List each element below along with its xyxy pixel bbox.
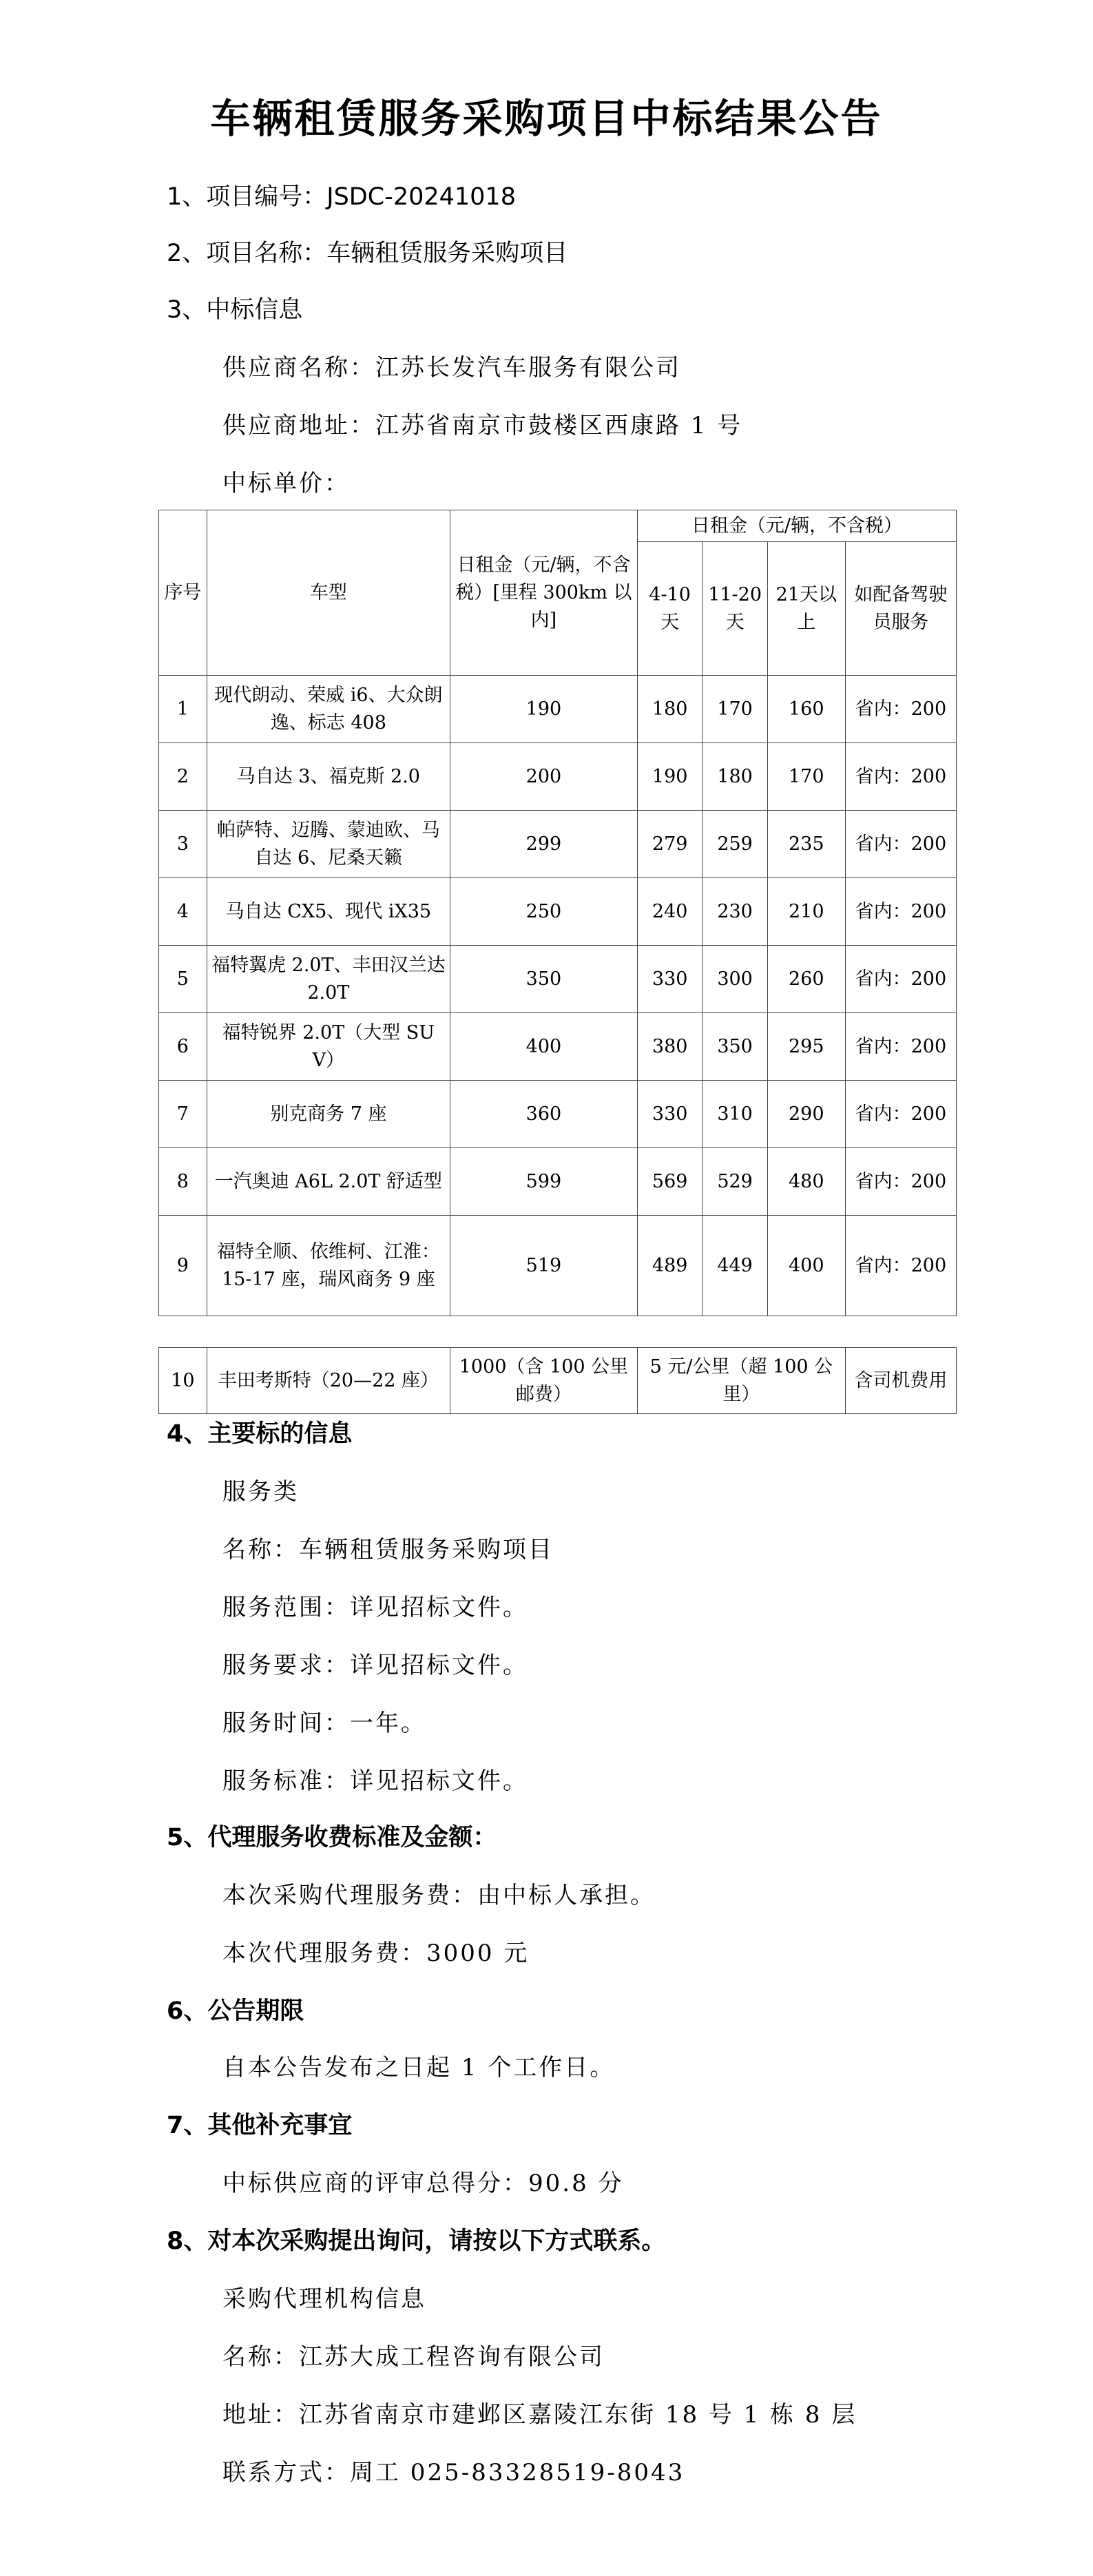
cell-21-plus: 290 bbox=[767, 1081, 845, 1148]
section-contact-heading: 8、对本次采购提出询问，请按以下方式联系。 bbox=[167, 2227, 666, 2255]
cell-21-plus: 260 bbox=[767, 946, 845, 1013]
cell-11-20: 170 bbox=[702, 676, 767, 743]
cell-model: 福特锐界 2.0T（大型 SUV） bbox=[207, 1013, 450, 1081]
cell-4-10: 180 bbox=[637, 676, 702, 743]
cell-21-plus: 480 bbox=[767, 1148, 845, 1216]
cell-daily: 1000（含 100 公里邮费） bbox=[450, 1348, 637, 1414]
cell-no: 7 bbox=[159, 1081, 207, 1148]
cell-model: 马自达 3、福克斯 2.0 bbox=[207, 743, 450, 811]
cell-4-10: 489 bbox=[637, 1216, 702, 1316]
service-scope: 服务范围：详见招标文件。 bbox=[222, 1594, 528, 1621]
cell-model: 丰田考斯特（20—22 座） bbox=[207, 1348, 450, 1414]
cell-driver: 省内：200 bbox=[845, 1216, 956, 1316]
cell-4-10: 279 bbox=[637, 811, 702, 878]
table-row bbox=[159, 743, 957, 811]
page-title: 车辆租赁服务采购项目中标结果公告 bbox=[210, 95, 883, 142]
section-main-subject-heading: 4、主要标的信息 bbox=[167, 1420, 353, 1448]
cell-driver: 省内：200 bbox=[845, 1081, 956, 1148]
cell-21-plus: 295 bbox=[767, 1013, 845, 1081]
price-table bbox=[158, 510, 957, 1316]
cell-driver: 含司机费用 bbox=[845, 1348, 956, 1414]
cell-11-20: 350 bbox=[702, 1013, 767, 1081]
cell-no: 3 bbox=[159, 811, 207, 878]
cell-11-20: 230 bbox=[702, 878, 767, 946]
cell-21-plus: 170 bbox=[767, 743, 845, 811]
unit-price-label: 中标单价： bbox=[222, 470, 350, 497]
header-daily-rent: 日租金（元/辆，不含税）[里程 300km 以内] bbox=[450, 510, 637, 676]
agency-info-label: 采购代理机构信息 bbox=[222, 2285, 426, 2313]
section-other-matters-heading: 7、其他补充事宜 bbox=[167, 2112, 353, 2139]
service-standard: 服务标准：详见招标文件。 bbox=[222, 1767, 528, 1795]
table-row bbox=[159, 1348, 957, 1414]
notice-period-text: 自本公告发布之日起 1 个工作日。 bbox=[222, 2054, 616, 2081]
header-daily-rent-group: 日租金（元/辆，不含税） bbox=[637, 510, 956, 542]
service-requirement: 服务要求：详见招标文件。 bbox=[222, 1652, 528, 1679]
cell-model: 福特全顺、依维柯、江淮：15-17 座，瑞风商务 9 座 bbox=[207, 1216, 450, 1316]
cell-daily: 299 bbox=[450, 811, 637, 878]
cell-model: 马自达 CX5、现代 iX35 bbox=[207, 878, 450, 946]
cell-per-km: 5 元/公里（超 100 公里） bbox=[637, 1348, 845, 1414]
cell-11-20: 180 bbox=[702, 743, 767, 811]
subject-name: 名称：车辆租赁服务采购项目 bbox=[222, 1536, 554, 1564]
cell-driver: 省内：200 bbox=[845, 1148, 956, 1216]
table-row bbox=[159, 878, 957, 946]
cell-no: 8 bbox=[159, 1148, 207, 1216]
agency-contact: 联系方式：周工 025-83328519-8043 bbox=[222, 2459, 685, 2486]
header-4-10-days: 4-10天 bbox=[637, 542, 702, 676]
cell-driver: 省内：200 bbox=[845, 1013, 956, 1081]
agency-fee-bearer: 本次采购代理服务费：由中标人承担。 bbox=[222, 1882, 656, 1909]
cell-21-plus: 210 bbox=[767, 878, 845, 946]
cell-daily: 400 bbox=[450, 1013, 637, 1081]
cell-11-20: 259 bbox=[702, 811, 767, 878]
section-agency-fee-heading: 5、代理服务收费标准及金额： bbox=[167, 1824, 497, 1851]
cell-daily: 250 bbox=[450, 878, 637, 946]
cell-no: 9 bbox=[159, 1216, 207, 1316]
table-row bbox=[159, 811, 957, 878]
cell-4-10: 569 bbox=[637, 1148, 702, 1216]
header-21-days-plus: 21天以上 bbox=[767, 542, 845, 676]
service-time: 服务时间：一年。 bbox=[222, 1710, 426, 1737]
cell-model: 福特翼虎 2.0T、丰田汉兰达 2.0T bbox=[207, 946, 450, 1013]
cell-model: 帕萨特、迈腾、蒙迪欧、马自达 6、尼桑天籁 bbox=[207, 811, 450, 878]
table-row bbox=[159, 1081, 957, 1148]
cell-11-20: 449 bbox=[702, 1216, 767, 1316]
cell-21-plus: 400 bbox=[767, 1216, 845, 1316]
header-no: 序号 bbox=[159, 510, 207, 676]
table-row bbox=[159, 1013, 957, 1081]
agency-fee-amount: 本次代理服务费：3000 元 bbox=[222, 1940, 530, 1967]
header-11-20-days: 11-20天 bbox=[702, 542, 767, 676]
table-row bbox=[159, 1148, 957, 1216]
cell-no: 6 bbox=[159, 1013, 207, 1081]
supplier-name: 供应商名称：江苏长发汽车服务有限公司 bbox=[222, 354, 681, 382]
project-number: 1、项目编号：JSDC-20241018 bbox=[167, 183, 516, 211]
cell-daily: 519 bbox=[450, 1216, 637, 1316]
cell-driver: 省内：200 bbox=[845, 743, 956, 811]
cell-daily: 599 bbox=[450, 1148, 637, 1216]
cell-driver: 省内：200 bbox=[845, 676, 956, 743]
cell-21-plus: 160 bbox=[767, 676, 845, 743]
cell-4-10: 240 bbox=[637, 878, 702, 946]
agency-name: 名称：江苏大成工程咨询有限公司 bbox=[222, 2343, 605, 2371]
cell-11-20: 300 bbox=[702, 946, 767, 1013]
cell-daily: 360 bbox=[450, 1081, 637, 1148]
cell-11-20: 310 bbox=[702, 1081, 767, 1148]
cell-model: 现代朗动、荣威 i6、大众朗逸、标志 408 bbox=[207, 676, 450, 743]
cell-21-plus: 235 bbox=[767, 811, 845, 878]
subject-category: 服务类 bbox=[222, 1478, 299, 1506]
price-table-row10 bbox=[158, 1347, 957, 1414]
cell-daily: 200 bbox=[450, 743, 637, 811]
section-notice-period-heading: 6、公告期限 bbox=[167, 1997, 304, 2025]
header-driver-service: 如配备驾驶员服务 bbox=[845, 542, 956, 676]
cell-model: 别克商务 7 座 bbox=[207, 1081, 450, 1148]
cell-4-10: 330 bbox=[637, 946, 702, 1013]
table-row bbox=[159, 1216, 957, 1316]
project-name: 2、项目名称：车辆租赁服务采购项目 bbox=[167, 240, 568, 267]
cell-4-10: 330 bbox=[637, 1081, 702, 1148]
table-row bbox=[159, 676, 957, 743]
cell-daily: 190 bbox=[450, 676, 637, 743]
cell-no: 2 bbox=[159, 743, 207, 811]
cell-driver: 省内：200 bbox=[845, 946, 956, 1013]
cell-driver: 省内：200 bbox=[845, 811, 956, 878]
cell-4-10: 190 bbox=[637, 743, 702, 811]
cell-driver: 省内：200 bbox=[845, 878, 956, 946]
supplier-address: 供应商地址：江苏省南京市鼓楼区西康路 1 号 bbox=[222, 412, 743, 439]
cell-no: 1 bbox=[159, 676, 207, 743]
table-row bbox=[159, 946, 957, 1013]
evaluation-score: 中标供应商的评审总得分：90.8 分 bbox=[222, 2170, 624, 2197]
agency-address: 地址：江苏省南京市建邺区嘉陵江东街 18 号 1 栋 8 层 bbox=[222, 2401, 857, 2429]
cell-model: 一汽奥迪 A6L 2.0T 舒适型 bbox=[207, 1148, 450, 1216]
cell-11-20: 529 bbox=[702, 1148, 767, 1216]
cell-no: 10 bbox=[159, 1348, 207, 1414]
cell-daily: 350 bbox=[450, 946, 637, 1013]
cell-4-10: 380 bbox=[637, 1013, 702, 1081]
section-award-info-heading: 3、中标信息 bbox=[167, 296, 303, 324]
header-model: 车型 bbox=[207, 510, 450, 676]
cell-no: 4 bbox=[159, 878, 207, 946]
cell-no: 5 bbox=[159, 946, 207, 1013]
